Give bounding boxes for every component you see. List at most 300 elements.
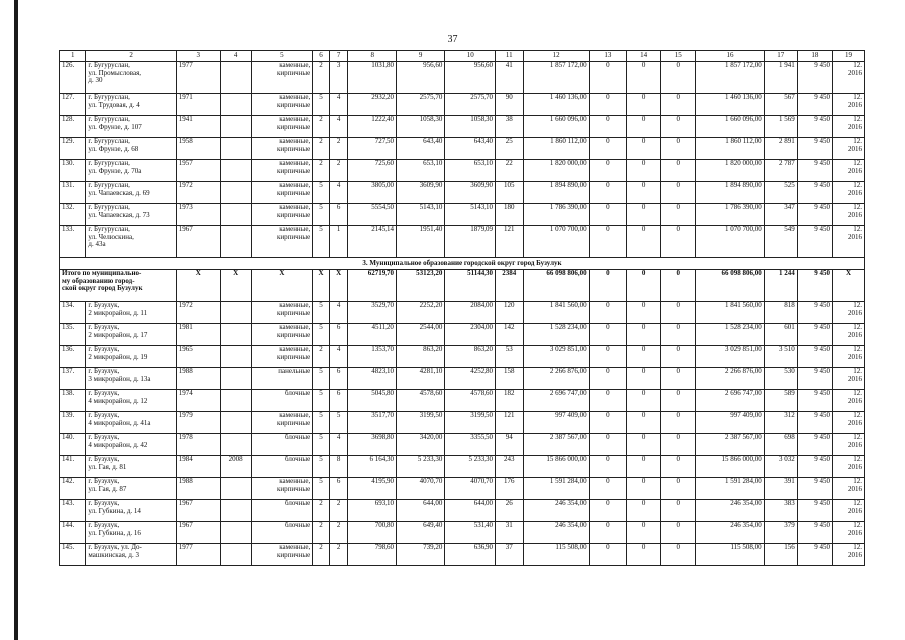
cell-line: каменные,: [279, 543, 311, 551]
max-unit-cost: 9 450: [797, 138, 832, 160]
residents: 22: [496, 160, 524, 182]
table-row: [60, 390, 865, 412]
year-reconstructed: [220, 346, 251, 368]
year-built: 1967: [176, 522, 220, 544]
cell-line: г. Бугуруслан,: [88, 203, 130, 211]
completion-date: [832, 500, 864, 522]
cell-line: 12.: [853, 301, 862, 309]
total-c3: X: [176, 270, 220, 302]
unit-cost: 818: [764, 302, 797, 324]
premises-area: 4070,70: [396, 478, 444, 500]
total-c9: 53123,20: [396, 270, 444, 302]
cell-line: блочные: [284, 499, 311, 507]
address: [86, 138, 176, 160]
budget-share: 0: [627, 160, 661, 182]
address: [86, 62, 176, 94]
entrances: 4: [329, 94, 348, 116]
unit-cost: 312: [764, 412, 797, 434]
budget-share: 0: [627, 182, 661, 204]
cell-line: г. Бузулук,: [88, 455, 120, 463]
residents: 142: [496, 324, 524, 346]
column-number: 9: [396, 51, 444, 62]
row-number: 127.: [60, 94, 86, 116]
row-number: 130.: [60, 160, 86, 182]
cell-line: блочные: [284, 521, 311, 529]
completion-date: [832, 324, 864, 346]
cell-line: 12.: [853, 411, 862, 419]
residents: 121: [496, 412, 524, 434]
cell-line: ул. Трудовая, д. 4: [88, 100, 140, 109]
address: [86, 302, 176, 324]
local-share: 0: [661, 368, 696, 390]
residents: 25: [496, 138, 524, 160]
fund-share: 0: [589, 94, 626, 116]
year-reconstructed: [220, 434, 251, 456]
cell-line: г. Бузулук, ул. До-: [88, 543, 142, 551]
fund-share: 0: [589, 368, 626, 390]
cell-line: 2 микрорайон, д. 19: [88, 352, 148, 361]
fund-share: 0: [589, 434, 626, 456]
total-area: 2145,14: [348, 226, 396, 258]
cell-line: 2016: [848, 330, 862, 339]
max-unit-cost: 9 450: [797, 434, 832, 456]
table-row: [60, 368, 865, 390]
cell-line: 2 микрорайон, д. 17: [88, 330, 148, 339]
cell-line: 2016: [848, 506, 862, 515]
total-area: 693,10: [348, 500, 396, 522]
row-number: 134.: [60, 302, 86, 324]
section-title: 3. Муниципальное образование городской округ город Бузулук: [60, 258, 865, 270]
cell-line: г. Бугуруслан,: [88, 61, 130, 69]
total-cost: 2 387 567,00: [523, 434, 589, 456]
entrances: 2: [329, 522, 348, 544]
residential-area: 2304,00: [445, 324, 496, 346]
year-built: 1977: [176, 62, 220, 94]
entrances: 2: [329, 544, 348, 566]
address: [86, 500, 176, 522]
year-reconstructed: [220, 138, 251, 160]
owners-share: 2 266 876,00: [696, 368, 764, 390]
year-reconstructed: [220, 160, 251, 182]
cell-line: ул. Гая, д. 87: [88, 484, 127, 493]
cell-line: 12.: [853, 323, 862, 331]
budget-share: 0: [627, 390, 661, 412]
unit-cost: 589: [764, 390, 797, 412]
address: [86, 456, 176, 478]
unit-cost: 567: [764, 94, 797, 116]
cell-line: ул. Фрунзе, д. 107: [88, 122, 142, 131]
cell-line: кирпичные: [277, 232, 311, 241]
owners-share: 2 696 747,00: [696, 390, 764, 412]
unit-cost: 383: [764, 500, 797, 522]
column-number: 6: [313, 51, 330, 62]
budget-share: 0: [627, 434, 661, 456]
cell-line: 12.: [853, 499, 862, 507]
wall-material: [251, 204, 313, 226]
cell-line: г. Бугуруслан,: [88, 159, 130, 167]
floors: 2: [313, 62, 330, 94]
entrances: 3: [329, 62, 348, 94]
completion-date: [832, 544, 864, 566]
cell-line: 2016: [848, 188, 862, 197]
housing-register-table: [59, 50, 865, 566]
completion-date: [832, 456, 864, 478]
total-area: 4195,90: [348, 478, 396, 500]
address: [86, 226, 176, 258]
year-reconstructed: [220, 478, 251, 500]
cell-line: каменные,: [279, 477, 311, 485]
column-number: 2: [86, 51, 176, 62]
year-built: 1978: [176, 434, 220, 456]
address: [86, 544, 176, 566]
residential-area: 636,90: [445, 544, 496, 566]
wall-material: [251, 62, 313, 94]
floors: 5: [313, 390, 330, 412]
cell-line: кирпичные: [277, 418, 311, 427]
year-built: 1957: [176, 160, 220, 182]
address: [86, 346, 176, 368]
unit-cost: 2 787: [764, 160, 797, 182]
wall-material: [251, 412, 313, 434]
unit-cost: 1 569: [764, 116, 797, 138]
completion-date: [832, 94, 864, 116]
entrances: 6: [329, 478, 348, 500]
address: [86, 94, 176, 116]
entrances: 5: [329, 412, 348, 434]
wall-material: [251, 324, 313, 346]
fund-share: 0: [589, 138, 626, 160]
residential-area: 1058,30: [445, 116, 496, 138]
year-reconstructed: [220, 500, 251, 522]
column-number: 13: [589, 51, 626, 62]
total-area: 4511,20: [348, 324, 396, 346]
table-row: [60, 522, 865, 544]
entrances: 4: [329, 182, 348, 204]
completion-date: [832, 412, 864, 434]
local-share: 0: [661, 500, 696, 522]
max-unit-cost: 9 450: [797, 500, 832, 522]
year-reconstructed: [220, 368, 251, 390]
fund-share: 0: [589, 160, 626, 182]
address: [86, 204, 176, 226]
cell-line: 2016: [848, 440, 862, 449]
cell-line: г. Бузулук,: [88, 301, 120, 309]
cell-line: 4 микрорайон, д. 12: [88, 396, 148, 405]
residents: 53: [496, 346, 524, 368]
cell-line: кирпичные: [277, 122, 311, 131]
year-built: 1977: [176, 544, 220, 566]
total-area: 2932,20: [348, 94, 396, 116]
table-row: [60, 226, 865, 258]
local-share: 0: [661, 302, 696, 324]
premises-area: 739,20: [396, 544, 444, 566]
column-number: 10: [445, 51, 496, 62]
premises-area: 649,40: [396, 522, 444, 544]
budget-share: 0: [627, 324, 661, 346]
residents: 121: [496, 226, 524, 258]
max-unit-cost: 9 450: [797, 368, 832, 390]
cell-line: кирпичные: [277, 330, 311, 339]
total-c13: 0: [589, 270, 626, 302]
unit-cost: 2 891: [764, 138, 797, 160]
floors: 2: [313, 160, 330, 182]
cell-line: 12.: [853, 477, 862, 485]
table-row: [60, 94, 865, 116]
address: [86, 390, 176, 412]
premises-area: 3420,00: [396, 434, 444, 456]
cell-line: 2016: [848, 68, 862, 77]
entrances: 1: [329, 226, 348, 258]
floors: 5: [313, 478, 330, 500]
cell-line: каменные,: [279, 411, 311, 419]
cell-line: 12.: [853, 367, 862, 375]
table-row: [60, 324, 865, 346]
cell-line: каменные,: [279, 61, 311, 69]
year-built: 1973: [176, 204, 220, 226]
row-number: 138.: [60, 390, 86, 412]
fund-share: 0: [589, 182, 626, 204]
total-area: 1353,70: [348, 346, 396, 368]
column-number: 1: [60, 51, 86, 62]
total-area: 1222,40: [348, 116, 396, 138]
unit-cost: 698: [764, 434, 797, 456]
fund-share: 0: [589, 544, 626, 566]
owners-share: 3 029 851,00: [696, 346, 764, 368]
cell-line: ул. Фрунзе, д. 70а: [88, 166, 142, 175]
year-built: 1981: [176, 324, 220, 346]
premises-area: 3609,90: [396, 182, 444, 204]
row-number: 142.: [60, 478, 86, 500]
local-share: 0: [661, 434, 696, 456]
cell-line: 12.: [853, 345, 862, 353]
wall-material: [251, 226, 313, 258]
total-cost: 1 660 096,00: [523, 116, 589, 138]
residential-area: 2575,70: [445, 94, 496, 116]
cell-line: г. Бугуруслан,: [88, 115, 130, 123]
max-unit-cost: 9 450: [797, 302, 832, 324]
floors: 5: [313, 434, 330, 456]
local-share: 0: [661, 204, 696, 226]
table-row: [60, 500, 865, 522]
cell-line: каменные,: [279, 115, 311, 123]
cell-line: ул. Челюскина,: [88, 232, 134, 241]
cell-line: машкинская, д. 3: [88, 550, 139, 559]
total-cost: 246 354,00: [523, 522, 589, 544]
total-area: 700,80: [348, 522, 396, 544]
total-cost: 1 857 172,00: [523, 62, 589, 94]
cell-line: кирпичные: [277, 144, 311, 153]
cell-line: 12.: [853, 389, 862, 397]
local-share: 0: [661, 116, 696, 138]
table-row: [60, 182, 865, 204]
owners-share: 115 508,00: [696, 544, 764, 566]
residential-area: 3355,50: [445, 434, 496, 456]
fund-share: 0: [589, 302, 626, 324]
cell-line: г. Бугуруслан,: [88, 181, 130, 189]
entrances: 2: [329, 138, 348, 160]
residents: 243: [496, 456, 524, 478]
fund-share: 0: [589, 204, 626, 226]
budget-share: 0: [627, 346, 661, 368]
address: [86, 478, 176, 500]
cell-line: 12.: [853, 521, 862, 529]
residential-area: 653,10: [445, 160, 496, 182]
premises-area: 5143,10: [396, 204, 444, 226]
total-c7: X: [329, 270, 348, 302]
max-unit-cost: 9 450: [797, 544, 832, 566]
total-label: [60, 270, 177, 302]
budget-share: 0: [627, 368, 661, 390]
table-row: [60, 346, 865, 368]
total-area: 6 164,30: [348, 456, 396, 478]
cell-line: 2016: [848, 100, 862, 109]
premises-area: 2252,20: [396, 302, 444, 324]
unit-cost: 3 510: [764, 346, 797, 368]
cell-line: каменные,: [279, 181, 311, 189]
total-area: 3698,80: [348, 434, 396, 456]
cell-line: г. Бузулук,: [88, 389, 120, 397]
cell-line: 2016: [848, 484, 862, 493]
total-area: 3805,00: [348, 182, 396, 204]
max-unit-cost: 9 450: [797, 204, 832, 226]
budget-share: 0: [627, 94, 661, 116]
cell-line: каменные,: [279, 301, 311, 309]
wall-material: [251, 434, 313, 456]
residents: 180: [496, 204, 524, 226]
cell-line: 4 микрорайон, д. 41а: [88, 418, 151, 427]
year-built: 1988: [176, 478, 220, 500]
cell-line: г. Бузулук,: [88, 521, 120, 529]
wall-material: [251, 390, 313, 412]
cell-line: каменные,: [279, 345, 311, 353]
cell-line: 2016: [848, 396, 862, 405]
table-row: [60, 116, 865, 138]
cell-line: г. Бугуруслан,: [88, 93, 130, 101]
total-c10: 51144,30: [445, 270, 496, 302]
cell-line: панельные: [278, 367, 311, 375]
table-row: [60, 62, 865, 94]
completion-date: [832, 116, 864, 138]
cell-line: г. Бузулук,: [88, 433, 120, 441]
premises-area: 5 233,30: [396, 456, 444, 478]
cell-line: кирпичные: [277, 308, 311, 317]
premises-area: 1058,30: [396, 116, 444, 138]
local-share: 0: [661, 412, 696, 434]
address: [86, 324, 176, 346]
row-number: 145.: [60, 544, 86, 566]
total-cost: 1 860 112,00: [523, 138, 589, 160]
address: [86, 522, 176, 544]
row-number: 135.: [60, 324, 86, 346]
cell-line: г. Бузулук,: [88, 345, 120, 353]
address: [86, 412, 176, 434]
cell-line: 2016: [848, 550, 862, 559]
floors: 5: [313, 226, 330, 258]
owners-share: 246 354,00: [696, 522, 764, 544]
cell-line: 2016: [848, 122, 862, 131]
fund-share: 0: [589, 226, 626, 258]
row-number: 144.: [60, 522, 86, 544]
cell-line: кирпичные: [277, 210, 311, 219]
owners-share: 1 857 172,00: [696, 62, 764, 94]
residential-area: 531,40: [445, 522, 496, 544]
total-cost: 1 894 890,00: [523, 182, 589, 204]
residential-area: 956,60: [445, 62, 496, 94]
row-number: 140.: [60, 434, 86, 456]
table-row: [60, 302, 865, 324]
unit-cost: 530: [764, 368, 797, 390]
total-c4: X: [220, 270, 251, 302]
unit-cost: 391: [764, 478, 797, 500]
fund-share: 0: [589, 346, 626, 368]
year-reconstructed: [220, 302, 251, 324]
table-row: [60, 434, 865, 456]
owners-share: 1 070 700,00: [696, 226, 764, 258]
cell-line: кирпичные: [277, 166, 311, 175]
total-c19: X: [832, 270, 864, 302]
cell-line: 12.: [853, 543, 862, 551]
entrances: 4: [329, 346, 348, 368]
unit-cost: 156: [764, 544, 797, 566]
owners-share: 1 591 284,00: [696, 478, 764, 500]
cell-line: 2016: [848, 210, 862, 219]
residential-area: 3609,90: [445, 182, 496, 204]
premises-area: 863,20: [396, 346, 444, 368]
floors: 2: [313, 138, 330, 160]
local-share: 0: [661, 138, 696, 160]
floors: 5: [313, 94, 330, 116]
budget-share: 0: [627, 500, 661, 522]
budget-share: 0: [627, 544, 661, 566]
cell-line: кирпичные: [277, 100, 311, 109]
cell-line: 12.: [853, 203, 862, 211]
table-row: [60, 478, 865, 500]
owners-share: 1 528 234,00: [696, 324, 764, 346]
residents: 31: [496, 522, 524, 544]
cell-line: каменные,: [279, 225, 311, 233]
local-share: 0: [661, 62, 696, 94]
year-built: 1972: [176, 302, 220, 324]
year-built: 1967: [176, 226, 220, 258]
entrances: 4: [329, 302, 348, 324]
year-built: 1941: [176, 116, 220, 138]
cell-line: г. Бузулук,: [88, 367, 120, 375]
column-number: 4: [220, 51, 251, 62]
total-area: 5045,80: [348, 390, 396, 412]
total-area: 4823,10: [348, 368, 396, 390]
entrances: 6: [329, 324, 348, 346]
entrances: 4: [329, 116, 348, 138]
wall-material: [251, 368, 313, 390]
total-c15: 0: [661, 270, 696, 302]
residents: 38: [496, 116, 524, 138]
residents: 37: [496, 544, 524, 566]
floors: 5: [313, 204, 330, 226]
max-unit-cost: 9 450: [797, 478, 832, 500]
column-number: 3: [176, 51, 220, 62]
entrances: 2: [329, 500, 348, 522]
total-area: 1031,80: [348, 62, 396, 94]
owners-share: 246 354,00: [696, 500, 764, 522]
cell-line: 2016: [848, 166, 862, 175]
year-reconstructed: 2008: [220, 456, 251, 478]
cell-line: каменные,: [279, 159, 311, 167]
owners-share: 1 894 890,00: [696, 182, 764, 204]
budget-share: 0: [627, 478, 661, 500]
year-reconstructed: [220, 182, 251, 204]
cell-line: 12.: [853, 433, 862, 441]
wall-material: [251, 522, 313, 544]
